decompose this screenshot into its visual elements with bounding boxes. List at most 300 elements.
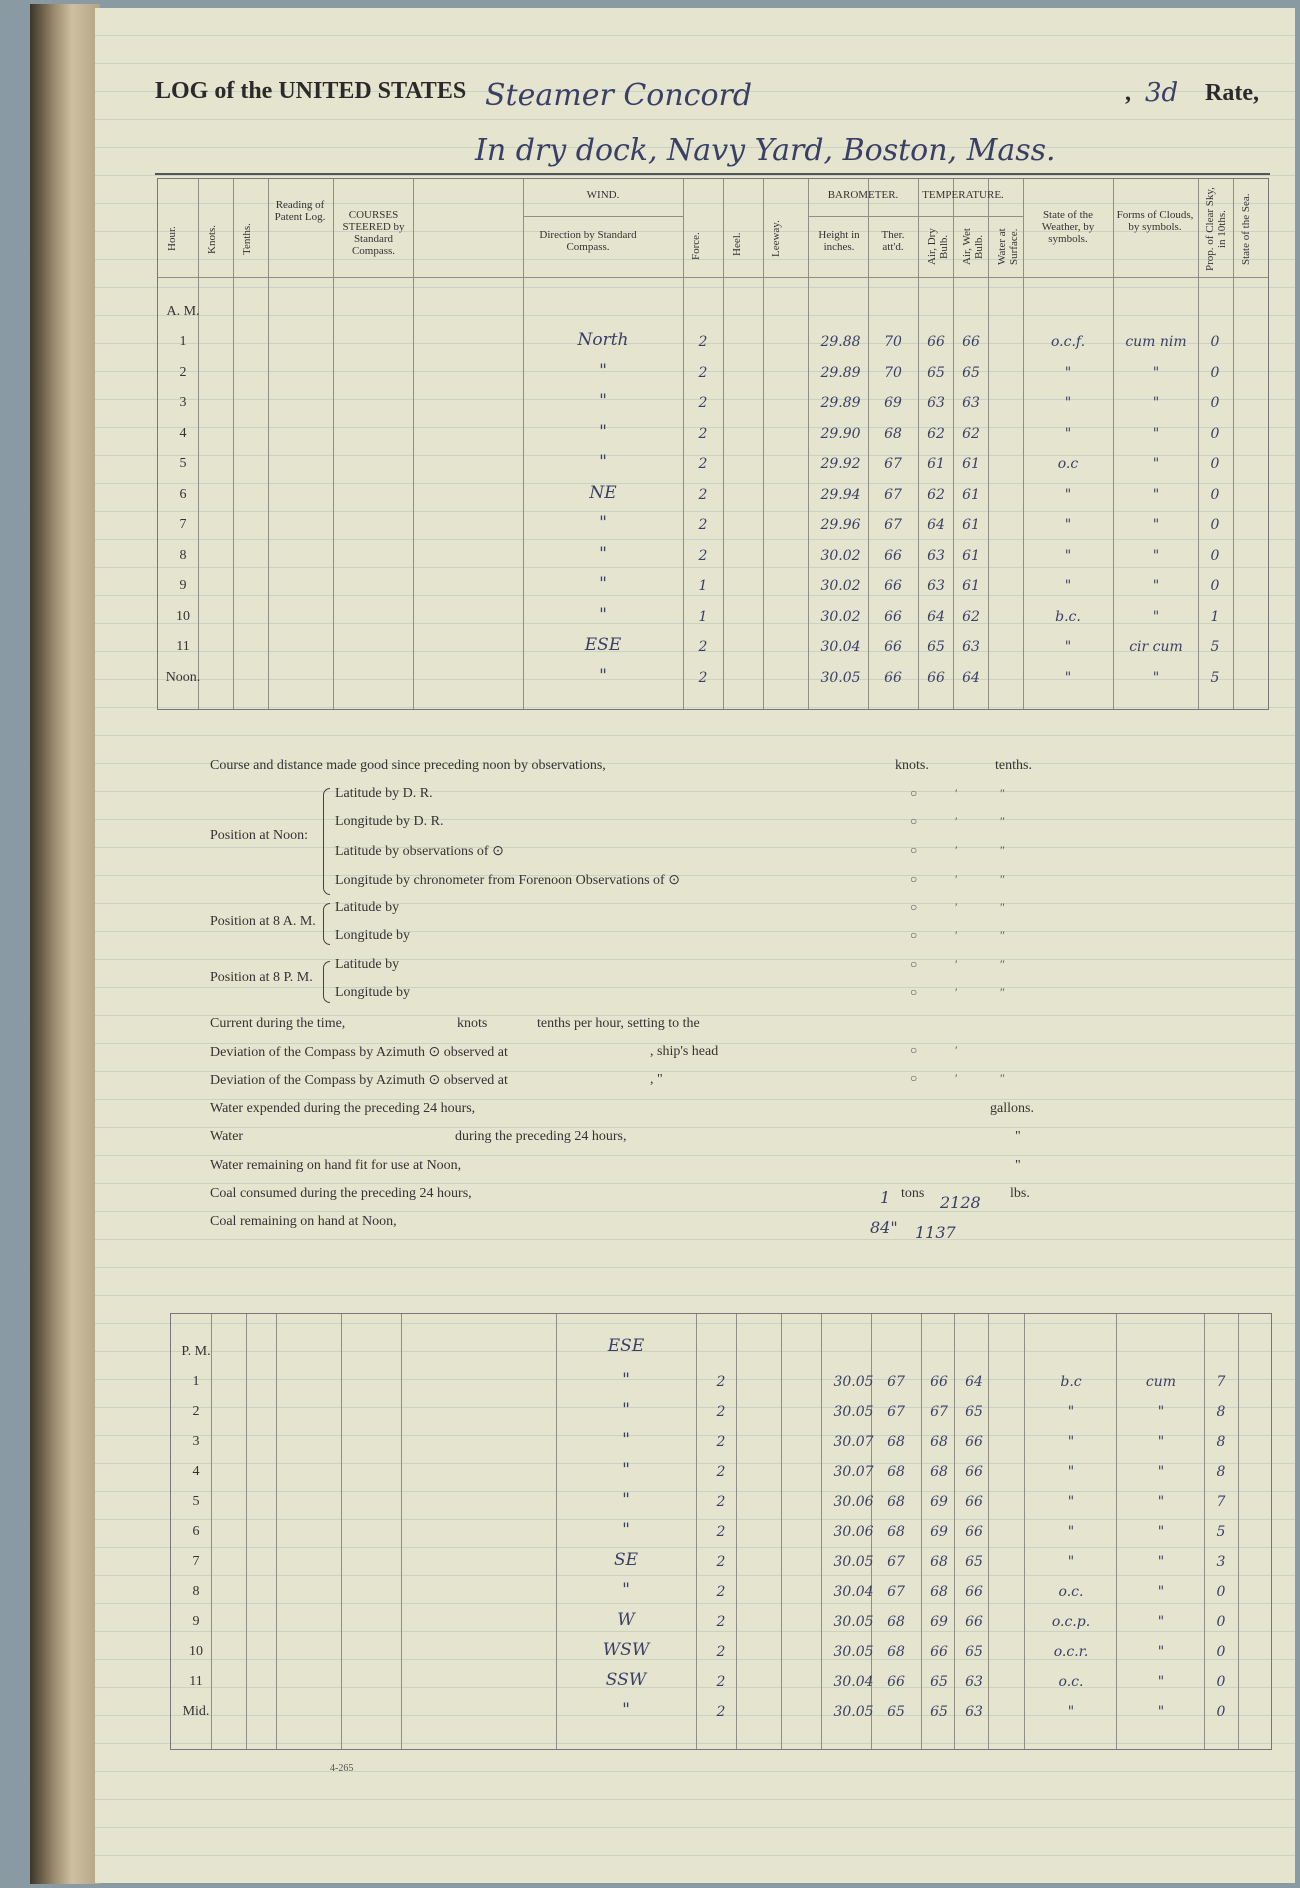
wind-direction-cell: " [622, 1430, 630, 1450]
hour-cell: 4 [192, 1464, 200, 1479]
weather-cell: o.c.p. [1051, 1614, 1091, 1630]
wind-direction-cell: ESE [584, 635, 622, 655]
col-barometer: BAROMETER. [827, 189, 899, 201]
clouds-cell: cum nim [1125, 334, 1187, 350]
clouds-cell: " [1152, 364, 1160, 381]
weather-cell: " [1067, 1434, 1075, 1450]
weather-cell: o.c [1057, 456, 1079, 472]
wind-force-cell: 2 [698, 486, 708, 503]
barometer-height-cell: 29.89 [820, 364, 861, 381]
barometer-height-cell: 30.02 [820, 547, 861, 564]
degree-mark: ○ [910, 814, 918, 828]
current-knots-label: knots [457, 1016, 488, 1031]
second-mark: ″ [1000, 872, 1005, 886]
second-mark: ″ [1000, 985, 1005, 999]
hour-cell: 7 [192, 1554, 200, 1569]
thermometer-cell: 68 [887, 1524, 905, 1540]
rate-number: 3d [1145, 78, 1179, 108]
clear-sky-cell: 5 [1216, 1524, 1226, 1540]
wind-direction-cell: " [599, 452, 607, 472]
minute-mark: ′ [955, 814, 958, 828]
coal-consumed-tons: 1 [880, 1188, 891, 1207]
column-rule [781, 1314, 782, 1749]
thermometer-cell: 66 [887, 1674, 905, 1690]
wind-direction-cell: " [622, 1460, 630, 1480]
minute-mark: ′ [955, 1071, 958, 1085]
clear-sky-cell: 0 [1210, 364, 1220, 381]
barometer-height-cell: 30.05 [833, 1704, 874, 1720]
col-knots: Knots. [206, 224, 218, 254]
thermometer-cell: 69 [884, 395, 902, 411]
thermometer-cell: 68 [887, 1644, 905, 1660]
thermometer-cell: 68 [887, 1464, 905, 1480]
clear-sky-cell: 7 [1216, 1374, 1226, 1390]
thermometer-cell: 70 [884, 334, 902, 350]
wind-direction-cell: SE [613, 1550, 639, 1570]
header-bottom-rule [158, 277, 1268, 278]
hour-cell: 6 [192, 1524, 200, 1539]
clear-sky-cell: 0 [1210, 578, 1220, 594]
water-ditto: " [1015, 1129, 1021, 1144]
rate-comma: , [1125, 80, 1131, 106]
wet-bulb-cell: 66 [965, 1464, 983, 1480]
wind-force-cell: 2 [716, 1524, 726, 1540]
col-courses: COURSES STEERED by Standard Compass. [342, 209, 405, 257]
hour-cell: 10 [189, 1644, 203, 1659]
hour-cell: Noon. [165, 669, 201, 685]
hour-cell: 9 [179, 578, 187, 593]
water-expended-label: Water expended during the preceding 24 hours, [210, 1101, 476, 1116]
thermometer-cell: 68 [887, 1434, 905, 1450]
column-rule [921, 1314, 922, 1749]
hour-cell: 6 [179, 486, 187, 502]
position-8am-label: Position at 8 A. M. [210, 914, 316, 929]
wind-force-cell: 2 [716, 1404, 726, 1420]
degree-mark: ○ [910, 1071, 918, 1085]
barometer-height-cell: 30.07 [833, 1434, 874, 1450]
pm-log-table [170, 1313, 1272, 1750]
degree-mark: ○ [910, 786, 918, 800]
degree-mark: ○ [910, 957, 918, 971]
clouds-cell: " [1152, 425, 1160, 442]
thermometer-cell: 66 [884, 669, 902, 686]
wind-direction-cell: SSW [605, 1670, 647, 1690]
clouds-cell: " [1157, 1524, 1165, 1540]
second-mark: ″ [1000, 1071, 1005, 1085]
wind-force-cell: 2 [716, 1614, 726, 1630]
hour-cell: 11 [176, 639, 190, 654]
col-tenths: Tenths. [241, 223, 253, 255]
longitude-8am-label: Longitude by [335, 928, 411, 943]
wind-direction-cell: W [617, 1610, 635, 1630]
water-remaining-ditto: " [1015, 1158, 1021, 1173]
clouds-cell: " [1157, 1674, 1165, 1690]
wind-force-cell: 2 [698, 395, 708, 411]
col-clouds: Forms of Clouds, by symbols. [1116, 209, 1194, 233]
barometer-height-cell: 30.02 [820, 608, 861, 625]
wind-direction-cell: " [622, 1400, 630, 1420]
weather-cell: " [1064, 395, 1072, 411]
column-rule [1116, 1314, 1117, 1749]
column-rule [696, 1314, 697, 1749]
wind-direction-cell: " [599, 665, 607, 686]
weather-cell: " [1067, 1704, 1075, 1720]
deviation-2-ditto: , " [650, 1072, 663, 1087]
wind-force-cell: 2 [716, 1434, 726, 1450]
dry-bulb-cell: 62 [927, 486, 945, 503]
minute-mark: ′ [955, 928, 958, 942]
second-mark: ″ [1000, 814, 1005, 828]
wind-direction-cell: " [622, 1520, 630, 1540]
course-distance-label: Course and distance made good since preceding noon by observations, [210, 758, 606, 773]
dry-bulb-cell: 65 [927, 364, 945, 381]
thermometer-cell: 67 [884, 456, 902, 472]
wind-direction-cell: " [599, 604, 607, 625]
second-mark: ″ [1000, 843, 1005, 857]
wind-force-cell: 2 [716, 1644, 726, 1660]
column-rule [413, 179, 414, 709]
coal-consumed-lbs: 2128 [940, 1193, 981, 1212]
weather-cell: b.c. [1055, 608, 1081, 625]
dry-bulb-cell: 65 [930, 1674, 948, 1690]
wet-bulb-cell: 66 [965, 1434, 983, 1450]
barometer-height-cell: 30.06 [833, 1494, 874, 1510]
wind-direction-cell: ESE [607, 1336, 645, 1356]
coal-consumed-label: Coal consumed during the preceding 24 hours, [210, 1186, 472, 1201]
col-air-wet: Air, Wet Bulb. [961, 228, 985, 265]
dry-bulb-cell: 63 [927, 395, 945, 411]
hour-cell: 7 [179, 517, 187, 532]
weather-cell: " [1064, 669, 1072, 686]
clouds-cell: " [1157, 1584, 1165, 1600]
wind-force-cell: 2 [716, 1374, 726, 1390]
wind-force-cell: 2 [716, 1584, 726, 1600]
deviation-2-label: Deviation of the Compass by Azimuth ⊙ observed at [210, 1073, 508, 1088]
weather-cell: " [1064, 364, 1072, 381]
clear-sky-cell: 1 [1210, 608, 1220, 625]
wind-force-cell: 2 [716, 1464, 726, 1480]
barometer-height-cell: 29.89 [820, 395, 861, 411]
weather-cell: " [1064, 425, 1072, 442]
form-number: 4-265 [330, 1763, 354, 1774]
wet-bulb-cell: 61 [962, 547, 980, 564]
deviation-1-label: Deviation of the Compass by Azimuth ⊙ observed at [210, 1045, 508, 1060]
barometer-height-cell: 29.96 [820, 517, 861, 533]
wet-bulb-cell: 61 [962, 486, 980, 503]
gallons-label: gallons. [990, 1101, 1034, 1116]
dry-bulb-cell: 65 [930, 1704, 948, 1720]
hour-cell: 3 [192, 1434, 200, 1449]
wind-direction-cell: " [599, 421, 607, 442]
column-rule [736, 1314, 737, 1749]
col-wind-direction: Direction by Standard Compass. [539, 229, 637, 253]
clear-sky-cell: 0 [1216, 1674, 1226, 1690]
wet-bulb-cell: 62 [962, 425, 980, 442]
wet-bulb-cell: 65 [965, 1554, 983, 1570]
wind-direction-cell: " [622, 1580, 630, 1600]
hour-cell: 4 [179, 425, 187, 441]
column-rule [268, 179, 269, 709]
wet-bulb-cell: 65 [965, 1404, 983, 1420]
col-clear-sky: Prop. of Clear Sky, in 10ths. [1204, 187, 1228, 271]
second-mark: ″ [1000, 928, 1005, 942]
clouds-cell: " [1157, 1404, 1165, 1420]
hour-cell: 9 [192, 1614, 200, 1629]
dry-bulb-cell: 68 [930, 1464, 948, 1480]
ships-head-label: , ship's head [650, 1044, 719, 1059]
column-rule [808, 179, 809, 709]
weather-cell: o.c.r. [1053, 1644, 1089, 1660]
degree-mark: ○ [910, 1043, 918, 1057]
wet-bulb-cell: 63 [965, 1704, 983, 1720]
clear-sky-cell: 0 [1210, 395, 1220, 411]
wet-bulb-cell: 66 [965, 1494, 983, 1510]
clear-sky-cell: 0 [1210, 517, 1220, 533]
clouds-cell: cir cum [1129, 639, 1183, 655]
wet-bulb-cell: 66 [965, 1614, 983, 1630]
hour-cell: 5 [179, 456, 187, 471]
wind-force-cell: 2 [698, 517, 708, 533]
col-sea: State of the Sea. [1240, 193, 1252, 265]
clouds-cell: " [1157, 1494, 1165, 1510]
log-title: LOG of the UNITED STATES [155, 78, 467, 104]
dry-bulb-cell: 63 [927, 547, 945, 564]
clear-sky-cell: 5 [1210, 639, 1220, 655]
wet-bulb-cell: 63 [962, 639, 980, 655]
wind-direction-cell: " [599, 513, 607, 533]
barometer-height-cell: 29.94 [820, 486, 861, 503]
am-log-table [157, 178, 1269, 710]
column-rule [401, 1314, 402, 1749]
barometer-height-cell: 30.06 [833, 1524, 874, 1540]
longitude-8pm-label: Longitude by [335, 985, 411, 1000]
weather-cell: " [1064, 578, 1072, 594]
wind-direction-cell: North [577, 330, 629, 350]
column-rule [1198, 179, 1199, 709]
latitude-dr-label: Latitude by D. R. [335, 786, 433, 801]
tons-label: tons [901, 1186, 925, 1201]
longitude-dr-label: Longitude by D. R. [335, 814, 444, 829]
clouds-cell: " [1152, 517, 1160, 533]
hour-cell: 8 [192, 1584, 200, 1599]
col-wind: WIND. [586, 189, 620, 201]
baro-subheader-rule [808, 216, 1023, 217]
wind-direction-cell: " [599, 543, 607, 564]
hour-cell: 5 [192, 1494, 200, 1509]
clouds-cell: " [1157, 1614, 1165, 1630]
column-rule [233, 179, 234, 709]
clear-sky-cell: 0 [1216, 1614, 1226, 1630]
hour-cell: 1 [179, 334, 187, 349]
current-label: Current during the time, [210, 1016, 346, 1031]
column-rule [1238, 1314, 1239, 1749]
column-rule [1113, 179, 1114, 709]
am-label: A. M. [166, 304, 200, 319]
degree-mark: ○ [910, 843, 918, 857]
weather-cell: " [1067, 1494, 1075, 1510]
col-wind-force: Force. [690, 232, 702, 261]
barometer-height-cell: 29.92 [820, 456, 861, 472]
column-rule [988, 179, 989, 709]
clouds-cell: " [1157, 1434, 1165, 1450]
barometer-height-cell: 30.05 [833, 1554, 874, 1570]
dry-bulb-cell: 66 [927, 669, 945, 686]
clouds-cell: " [1157, 1464, 1165, 1480]
tenths-label: tenths. [995, 758, 1032, 773]
dry-bulb-cell: 68 [930, 1554, 948, 1570]
dry-bulb-cell: 65 [927, 639, 945, 655]
thermometer-cell: 68 [884, 425, 902, 442]
hour-cell: Mid. [182, 1704, 210, 1719]
weather-cell: " [1064, 486, 1072, 503]
clear-sky-cell: 0 [1216, 1644, 1226, 1660]
dry-bulb-cell: 69 [930, 1524, 948, 1540]
weather-cell: o.c. [1058, 1674, 1084, 1690]
wet-bulb-cell: 61 [962, 456, 980, 472]
book-spine [30, 4, 100, 1884]
thermometer-cell: 66 [884, 547, 902, 564]
pm8-brace [323, 961, 330, 1003]
barometer-height-cell: 30.05 [833, 1404, 874, 1420]
wind-force-cell: 2 [698, 639, 708, 655]
col-water-surface: Water at Surface. [996, 228, 1020, 265]
thermometer-cell: 70 [884, 364, 902, 381]
current-tenths-label: tenths per hour, setting to the [537, 1016, 700, 1031]
barometer-height-cell: 29.88 [820, 334, 861, 350]
column-rule [556, 1314, 557, 1749]
col-height: Height in inches. [818, 229, 860, 253]
clouds-cell: " [1152, 486, 1160, 503]
water-remaining-label: Water remaining on hand fit for use at Noon, [210, 1158, 462, 1173]
column-rule [953, 179, 954, 709]
pm-label: P. M. [181, 1344, 211, 1359]
clouds-cell: " [1152, 608, 1160, 625]
col-weather: State of the Weather, by symbols. [1041, 209, 1095, 245]
position-8pm-label: Position at 8 P. M. [210, 970, 313, 985]
clear-sky-cell: 0 [1210, 456, 1220, 472]
barometer-height-cell: 29.90 [820, 425, 861, 442]
weather-cell: o.c.f. [1050, 334, 1086, 350]
weather-cell: " [1064, 639, 1072, 655]
column-rule [918, 179, 919, 709]
wind-force-cell: 2 [716, 1674, 726, 1690]
log-page [95, 8, 1295, 1883]
clouds-cell: " [1152, 547, 1160, 564]
wind-direction-cell: WSW [602, 1640, 650, 1660]
knots-label: knots. [895, 758, 929, 773]
latitude-obs-label: Latitude by observations of ⊙ [335, 844, 504, 859]
wet-bulb-cell: 66 [965, 1584, 983, 1600]
wind-force-cell: 2 [716, 1554, 726, 1570]
col-temperature: TEMPERATURE. [922, 189, 1004, 201]
minute-mark: ′ [955, 786, 958, 800]
column-rule [333, 179, 334, 709]
barometer-height-cell: 30.05 [833, 1614, 874, 1630]
column-rule [821, 1314, 822, 1749]
second-mark: ″ [1000, 900, 1005, 914]
column-rule [276, 1314, 277, 1749]
barometer-height-cell: 30.02 [820, 578, 861, 594]
dry-bulb-cell: 64 [927, 608, 945, 625]
wind-direction-cell: NE [589, 482, 617, 503]
dry-bulb-cell: 62 [927, 425, 945, 442]
clear-sky-cell: 0 [1210, 425, 1220, 442]
thermometer-cell: 68 [887, 1614, 905, 1630]
thermometer-cell: 66 [884, 608, 902, 625]
thermometer-cell: 66 [884, 578, 902, 594]
wind-direction-cell: " [599, 391, 607, 411]
wet-bulb-cell: 63 [962, 395, 980, 411]
wind-direction-cell: " [599, 360, 607, 381]
column-rule [1023, 179, 1024, 709]
wet-bulb-cell: 62 [962, 608, 980, 625]
barometer-height-cell: 30.05 [833, 1644, 874, 1660]
longitude-chron-label: Longitude by chronometer from Forenoon Observations of ⊙ [335, 873, 680, 888]
am8-brace [323, 903, 330, 945]
dry-bulb-cell: 66 [927, 334, 945, 350]
col-heel: Heel. [731, 232, 743, 256]
clear-sky-cell: 8 [1216, 1434, 1226, 1450]
degree-mark: ○ [910, 928, 918, 942]
minute-mark: ′ [955, 1043, 958, 1057]
dry-bulb-cell: 63 [927, 578, 945, 594]
minute-mark: ′ [955, 843, 958, 857]
col-hour: Hour. [166, 226, 178, 252]
hour-cell: 3 [179, 395, 187, 410]
column-rule [763, 179, 764, 709]
clear-sky-cell: 0 [1210, 486, 1220, 503]
dry-bulb-cell: 69 [930, 1614, 948, 1630]
weather-cell: " [1064, 517, 1072, 533]
column-rule [723, 179, 724, 709]
dry-bulb-cell: 66 [930, 1374, 948, 1390]
clear-sky-cell: 7 [1216, 1494, 1226, 1510]
column-rule [1204, 1314, 1205, 1749]
thermometer-cell: 68 [887, 1494, 905, 1510]
hour-cell: 1 [192, 1374, 200, 1389]
barometer-height-cell: 30.07 [833, 1464, 874, 1480]
weather-cell: " [1067, 1404, 1075, 1420]
clouds-cell: " [1157, 1704, 1165, 1720]
water-during-label: during the preceding 24 hours, [455, 1129, 627, 1144]
thermometer-cell: 67 [887, 1554, 905, 1570]
latitude-8am-label: Latitude by [335, 900, 400, 915]
column-rule [341, 1314, 342, 1749]
noon-brace [323, 788, 330, 895]
water-label: Water [210, 1129, 244, 1144]
minute-mark: ′ [955, 957, 958, 971]
column-rule [683, 179, 684, 709]
wind-direction-cell: " [622, 1700, 630, 1720]
clouds-cell: " [1152, 395, 1160, 411]
position-noon-label: Position at Noon: [210, 828, 309, 843]
barometer-height-cell: 30.04 [833, 1584, 874, 1600]
wet-bulb-cell: 64 [962, 669, 980, 686]
weather-cell: " [1064, 547, 1072, 564]
wind-force-cell: 2 [698, 425, 708, 442]
wet-bulb-cell: 65 [965, 1644, 983, 1660]
wind-direction-cell: " [599, 574, 607, 594]
dry-bulb-cell: 68 [930, 1584, 948, 1600]
wind-force-cell: 2 [698, 547, 708, 564]
wind-force-cell: 1 [698, 578, 708, 594]
wind-force-cell: 1 [698, 608, 708, 625]
dry-bulb-cell: 64 [927, 517, 945, 533]
clear-sky-cell: 0 [1216, 1704, 1226, 1720]
column-rule [523, 179, 524, 709]
wind-force-cell: 2 [698, 364, 708, 381]
dry-bulb-cell: 61 [927, 456, 945, 472]
